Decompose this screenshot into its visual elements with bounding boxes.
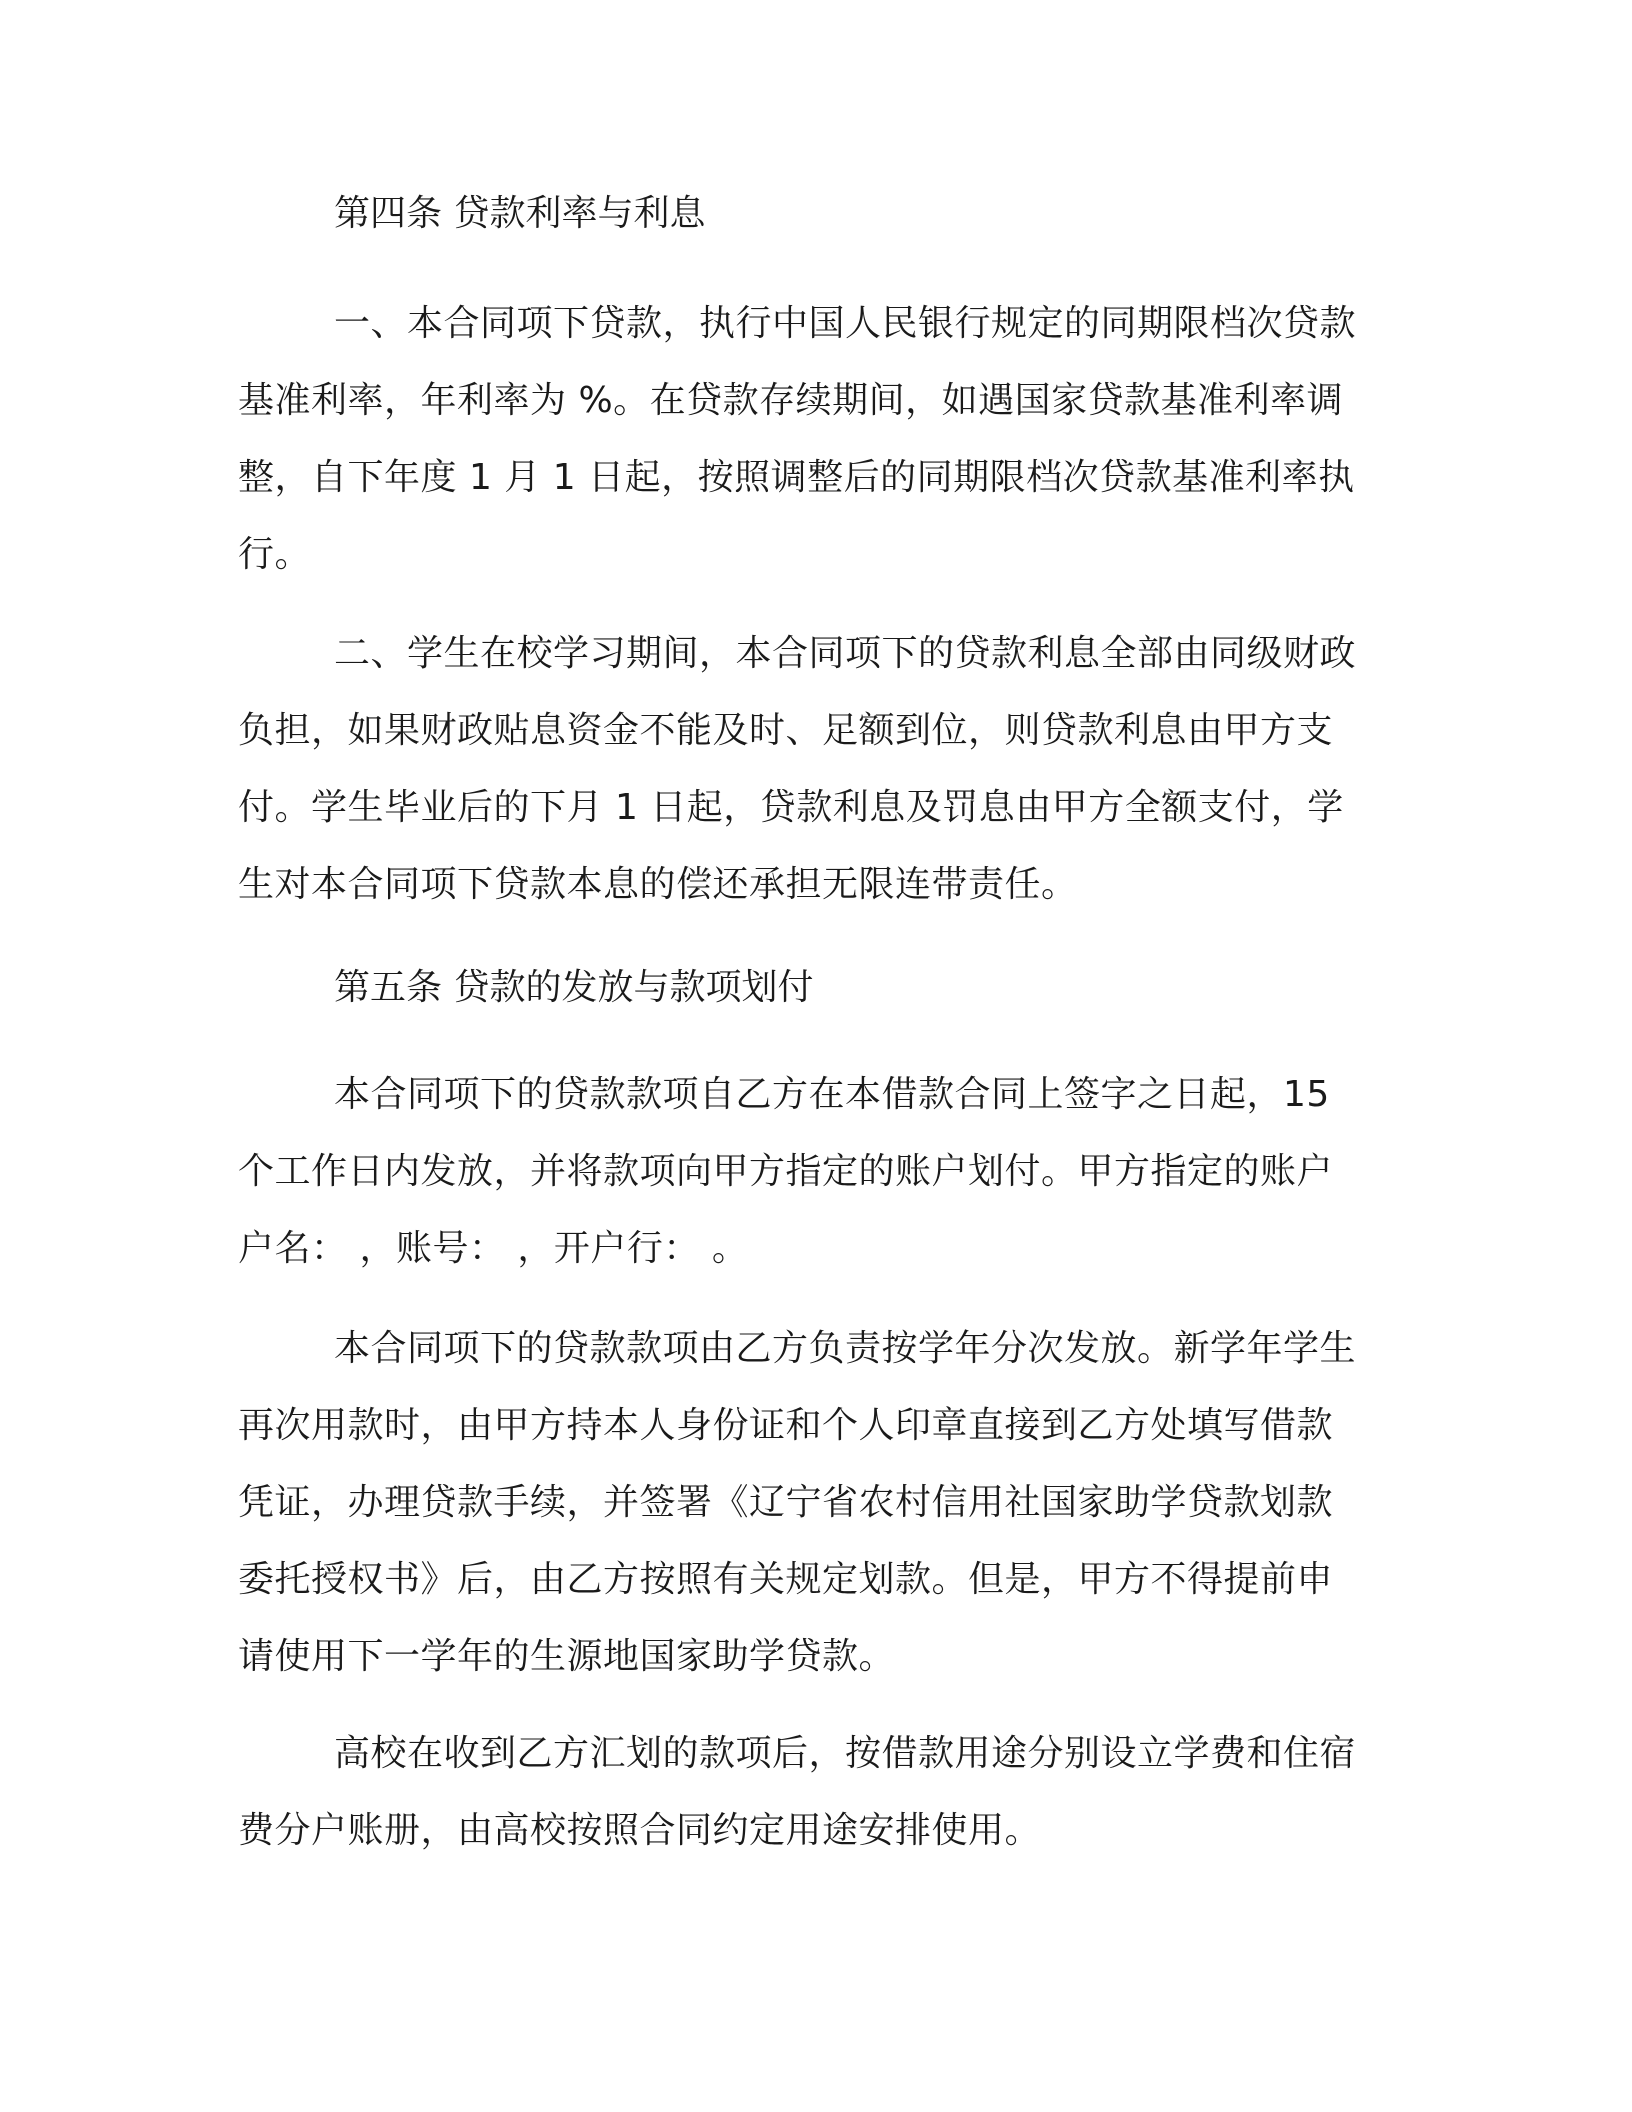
article-5-heading: 第五条 贷款的发放与款项划付 [334, 967, 814, 1008]
text-line: 高校在收到乙方汇划的款项后，按借款用途分别设立学费和住宿 [334, 1733, 1357, 1774]
text-line: 基准利率，年利率为 %。在贷款存续期间，如遇国家贷款基准利率调 [238, 380, 1344, 421]
text-line: 本合同项下的贷款款项自乙方在本借款合同上签字之日起，15 [334, 1074, 1330, 1115]
text-line: 生对本合同项下贷款本息的偿还承担无限连带责任。 [238, 864, 1078, 905]
text-line: 请使用下一学年的生源地国家助学贷款。 [238, 1636, 896, 1677]
article-4-clause-1 [238, 285, 1388, 593]
text-line: 户名： ，账号： ，开户行： 。 [238, 1228, 749, 1269]
article-4-clause-2 [238, 615, 1388, 923]
article-5-paragraph-1 [238, 1056, 1388, 1287]
article-5-paragraph-2 [238, 1310, 1388, 1695]
text-line: 负担，如果财政贴息资金不能及时、足额到位，则贷款利息由甲方支 [238, 710, 1334, 751]
text-line: 一、本合同项下贷款，执行中国人民银行规定的同期限档次贷款 [334, 303, 1357, 344]
text-line: 付。学生毕业后的下月 1 日起，贷款利息及罚息由甲方全额支付，学 [238, 787, 1344, 828]
article-5-paragraph-3 [238, 1715, 1388, 1869]
text-line: 费分户账册，由高校按照合同约定用途安排使用。 [238, 1810, 1042, 1851]
article-4-heading: 第四条 贷款利率与利息 [334, 193, 706, 234]
text-line: 整，自下年度 1 月 1 日起，按照调整后的同期限档次贷款基准利率执 [238, 457, 1355, 498]
text-line: 委托授权书》后，由乙方按照有关规定划款。但是，甲方不得提前申 [238, 1559, 1334, 1600]
text-line: 个工作日内发放，并将款项向甲方指定的账户划付。甲方指定的账户 [238, 1151, 1334, 1192]
text-line: 再次用款时，由甲方持本人身份证和个人印章直接到乙方处填写借款 [238, 1405, 1334, 1446]
text-line: 二、学生在校学习期间，本合同项下的贷款利息全部由同级财政 [334, 633, 1357, 674]
text-line: 行。 [238, 534, 312, 575]
text-line: 本合同项下的贷款款项由乙方负责按学年分次发放。新学年学生 [334, 1328, 1357, 1369]
text-line: 凭证，办理贷款手续，并签署《辽宁省农村信用社国家助学贷款划款 [238, 1482, 1334, 1523]
